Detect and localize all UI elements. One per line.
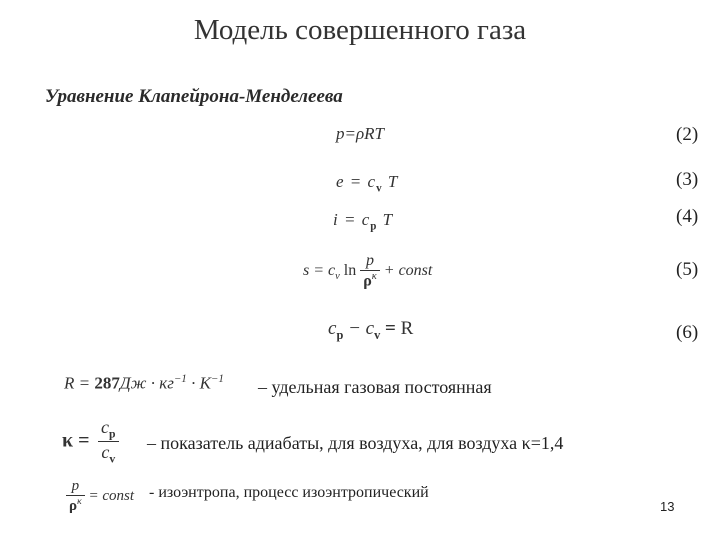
gas-constant-units: Дж · кг <box>119 373 174 393</box>
section-heading: Уравнение Клапейрона-Менделеева <box>45 86 343 107</box>
gas-constant-value: 287 <box>94 373 120 393</box>
slide-title: Модель совершенного газа <box>193 14 527 46</box>
equation-number-5: (5) <box>676 259 699 280</box>
adiabatic-index-formula: κ = $\frac{c_p}{c_v}$ <box>62 418 119 467</box>
equation-clapeyron: p=ρRT <box>336 124 384 143</box>
equation-number-4: (4) <box>676 206 699 227</box>
gas-constant-description: – удельная газовая постоянная <box>258 377 492 397</box>
equation-mayer: $c_p - c_v = R$ <box>328 318 414 342</box>
isentrope-const: const <box>102 487 135 504</box>
equation-enthalpy: $i = c_p$ T <box>333 210 394 233</box>
equation-internal-energy: $e = c_v$ T <box>336 172 399 195</box>
gas-constant-unit-k: K <box>199 373 211 393</box>
gas-constant-exp-1: −1 <box>173 373 187 385</box>
isentrope-formula: $\frac{p}{\rho^\kappa}$ = const <box>66 478 134 515</box>
isentrope-description: - изоэнтропа, процесс изоэнтропический <box>149 484 429 501</box>
page-number: 13 <box>660 499 675 514</box>
equation-number-6: (6) <box>676 322 699 343</box>
gas-constant-formula: $R = 287Дж \cdot кг^{-1} \cdot K^{-1}$ <box>64 373 224 393</box>
equation-number-2: (2) <box>676 124 699 145</box>
equation-number-3: (3) <box>676 169 699 190</box>
equation-entropy: $s = c_v$ ln $\frac{p}{\rho^\kappa}$ + const <box>303 252 433 289</box>
gas-constant-exp-2: −1 <box>210 373 224 385</box>
adiabatic-index-description: – показатель адиабаты, для воздуха, для воздуха κ=1,4 <box>147 433 564 453</box>
